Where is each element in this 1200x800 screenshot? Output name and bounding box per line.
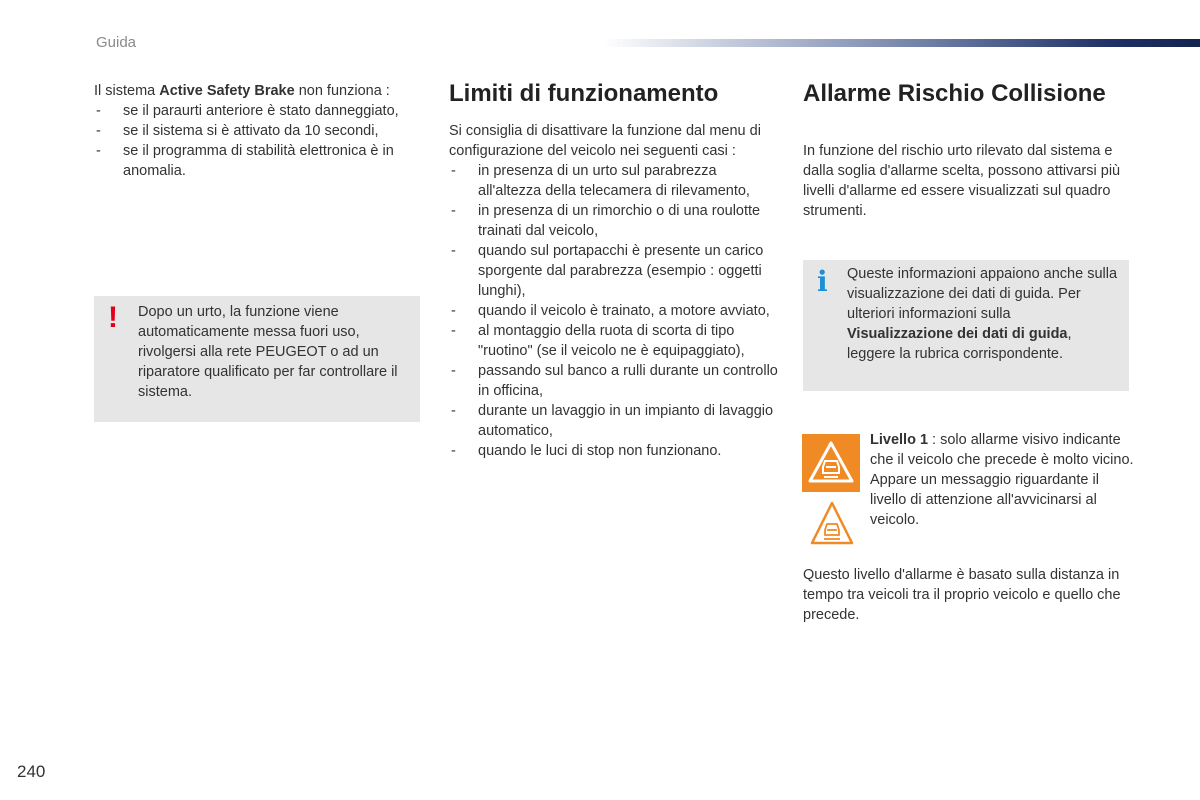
info-text-bold: Visualizzazione dei dati di guida <box>847 326 1068 342</box>
list-item: - in presenza di un rimorchio o di una roulotte trainati dal veicolo, <box>449 201 779 241</box>
intro-suffix: non funziona : <box>294 83 390 99</box>
info-icon: i <box>817 265 828 298</box>
list-item: - durante un lavaggio in un impianto di lavaggio automatico, <box>449 401 779 441</box>
list-item: - quando il veicolo è trainato, a motore avviato, <box>449 301 779 321</box>
warning-icon: ! <box>108 301 118 334</box>
list-item: - in presenza di un urto sul parabrezza all'altezza della telecamera di rilevamento, <box>449 161 779 201</box>
list-item: - quando le luci di stop non funzionano. <box>449 441 779 461</box>
info-text-part: Queste informazioni appaiono anche sulla visualizzazione dei dati di guida. Per ulteriori informazioni sulla <box>847 266 1118 322</box>
page-number: 240 <box>17 762 46 781</box>
intro-bold: Active Safety Brake <box>159 83 295 99</box>
column-middle <box>449 78 779 461</box>
list-item: - se il programma di stabilità elettronica è in anomalia. <box>94 141 424 181</box>
level-message: Appare un messaggio riguardante il livello di attenzione all'avvicinarsi al veicolo. <box>870 472 1099 528</box>
info-text <box>847 264 1119 364</box>
list-item: - se il paraurti anteriore è stato danneggiato, <box>94 101 424 121</box>
list-item: - se il sistema si è attivato da 10 secondi, <box>94 121 424 141</box>
section-title-limits: Limiti di funzionamento <box>449 80 719 107</box>
level-basis-text: Questo livello d'allarme è basato sulla distanza in tempo tra veicoli tra il proprio veicolo e quello che precede. <box>803 567 1121 623</box>
column-right <box>803 78 1133 221</box>
collision-alert-outline-icon <box>808 499 856 549</box>
limits-list <box>449 161 779 461</box>
list-item: - al montaggio della ruota di scorta di tipo "ruotino" (se il veicolo ne è equipaggiato), <box>449 321 779 361</box>
warning-box <box>94 296 420 422</box>
section-label: Guida <box>96 34 137 51</box>
section-title-collision: Allarme Rischio Collisione <box>803 80 1106 107</box>
info-text-part: , leggere la rubrica corrispondente. <box>847 326 1072 362</box>
info-box <box>803 260 1129 391</box>
limits-intro: Si consiglia di disattivare la funzione dal menu di configurazione del veicolo nei seguenti casi : <box>449 123 761 159</box>
collision-intro: In funzione del rischio urto rilevato dal sistema e dalla soglia d'allarme scelta, possono attivarsi più livelli d'allarme ed essere visualizzati sul quadro strumenti. <box>803 143 1121 219</box>
header-bar <box>603 39 1200 47</box>
level-label-rest: : solo allarme visivo indicante che il veicolo che precede è molto vicino. <box>870 432 1134 468</box>
warning-text: Dopo un urto, la funzione viene automaticamente messa fuori uso, rivolgersi alla rete PEUGEOT o ad un riparatore qualificato per far controllare il sistema. <box>138 304 398 400</box>
list-item: - quando sul portapacchi è presente un carico sporgente dal parabrezza (esempio : oggetti lunghi), <box>449 241 779 301</box>
level-description <box>870 430 1135 530</box>
intro-paragraph <box>94 81 424 101</box>
intro-prefix: Il sistema <box>94 83 160 99</box>
level-1-text <box>870 430 1135 470</box>
list-item: - passando sul banco a rulli durante un controllo in officina, <box>449 361 779 401</box>
column-left <box>94 81 424 181</box>
level-label: Livello 1 <box>870 432 929 448</box>
collision-alert-icon <box>802 434 860 492</box>
failure-list <box>94 101 424 181</box>
